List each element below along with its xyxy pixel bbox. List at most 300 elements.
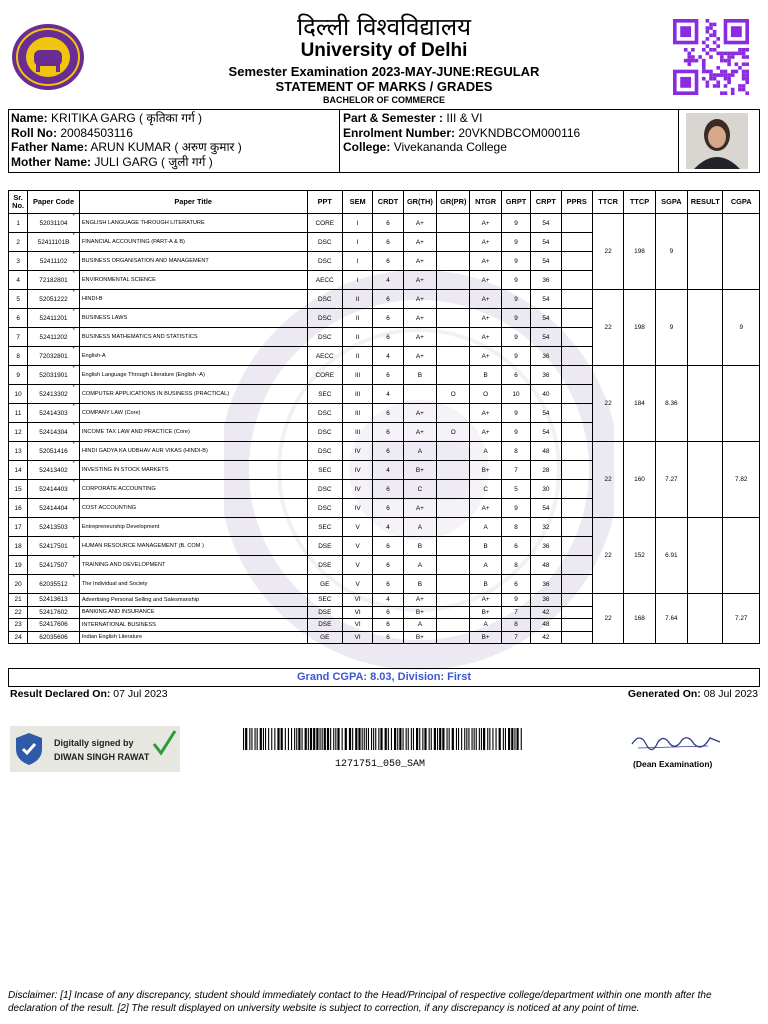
cell-ppt: DSC <box>307 328 342 347</box>
cell-ppt: DSC <box>307 499 342 518</box>
college-name: Vivekananda College <box>393 140 507 154</box>
cell-sem: III <box>342 404 372 423</box>
university-title-hindi: दिल्ली विश्वविद्यालय <box>296 13 472 41</box>
cell-sem: IV <box>342 442 372 461</box>
cell-paper-title: TRAINING AND DEVELOPMENT <box>79 556 307 575</box>
cell-grpr <box>437 347 470 366</box>
cell-sr: 14 <box>9 461 28 480</box>
cell-ppt: DSE <box>307 619 342 632</box>
cell-grth: A+ <box>403 328 436 347</box>
declared-date: 07 Jul 2023 <box>113 688 168 700</box>
cell-grth: A+ <box>403 423 436 442</box>
cell-grpr <box>437 631 470 644</box>
cell-grpt: 9 <box>501 328 530 347</box>
cell-sr: 13 <box>9 442 28 461</box>
cell-pprs <box>561 575 592 594</box>
cell-sem: II <box>342 328 372 347</box>
paper-code: 52413402 <box>39 466 68 474</box>
paper-code: 52417507 <box>39 561 68 569</box>
cell-pprs <box>561 290 592 309</box>
cell-sr: 16 <box>9 499 28 518</box>
cell-paper-code <box>28 385 80 404</box>
cell-paper-title: CORPORATE ACCOUNTING <box>79 480 307 499</box>
cell-sr: 15 <box>9 480 28 499</box>
cell-paper-title: BANKING AND INSURANCE <box>79 606 307 619</box>
generated-date: 08 Jul 2023 <box>703 688 758 700</box>
cell-grth: A+ <box>403 233 436 252</box>
table-row <box>9 214 760 233</box>
cell-ppt: DSC <box>307 252 342 271</box>
cell-sem-ttcp: 184 <box>624 366 655 442</box>
paper-code: 72032801 <box>39 352 68 360</box>
cell-pprs <box>561 328 592 347</box>
cell-sem-sgpa: 9 <box>655 214 687 290</box>
cell-grpr <box>437 252 470 271</box>
cell-sem-cgpa: 9 <box>723 290 760 366</box>
cell-paper-code <box>28 366 80 385</box>
cell-sem: I <box>342 214 372 233</box>
cell-crpt: 48 <box>531 442 561 461</box>
col-pprs: PPRS <box>561 191 592 214</box>
asterisk-icon: * <box>72 233 75 239</box>
cell-crpt: 54 <box>531 233 561 252</box>
cell-grth: B+ <box>403 606 436 619</box>
cell-grpr: O <box>437 423 470 442</box>
cell-ntgr: A+ <box>470 594 501 607</box>
cell-ntgr: A+ <box>470 271 501 290</box>
paper-code: 52414303 <box>39 409 68 417</box>
cell-pprs <box>561 309 592 328</box>
dean-label: (Dean Examination) <box>633 759 713 769</box>
asterisk-icon: * <box>72 366 75 372</box>
cell-crpt: 54 <box>531 290 561 309</box>
cell-crdt: 4 <box>373 461 403 480</box>
cell-sem: V <box>342 537 372 556</box>
paper-code: 52414304 <box>39 428 68 436</box>
col-ntgr: NTGR <box>470 191 501 214</box>
cell-grth: A+ <box>403 594 436 607</box>
cell-crdt: 4 <box>373 385 403 404</box>
cell-grpt: 9 <box>501 347 530 366</box>
cell-paper-code <box>28 518 80 537</box>
cell-sem-ttcr: 22 <box>592 290 623 366</box>
asterisk-icon: * <box>72 385 75 391</box>
cell-crdt: 6 <box>373 366 403 385</box>
cell-grpt: 10 <box>501 385 530 404</box>
cell-sem: I <box>342 252 372 271</box>
asterisk-icon: * <box>72 537 75 543</box>
cell-grth: B <box>403 575 436 594</box>
cell-sem-sgpa: 6.91 <box>655 518 687 594</box>
cell-grpr <box>437 290 470 309</box>
mother-row: Mother Name: JULI GARG ( जुली गर्ग ) <box>11 154 213 169</box>
paper-code: 52417606 <box>39 621 68 629</box>
cell-crdt: 4 <box>373 271 403 290</box>
cell-ntgr: A+ <box>470 252 501 271</box>
cell-ppt: DSC <box>307 309 342 328</box>
cell-paper-code <box>28 252 80 271</box>
cell-sem: II <box>342 290 372 309</box>
paper-code: 52031104 <box>39 219 68 227</box>
cell-crpt: 54 <box>531 499 561 518</box>
cell-ntgr: B+ <box>470 461 501 480</box>
cell-sem-cgpa <box>723 214 760 290</box>
cell-grth: A+ <box>403 309 436 328</box>
asterisk-icon: * <box>72 290 75 296</box>
cell-grpr <box>437 404 470 423</box>
cell-grpt: 6 <box>501 537 530 556</box>
cell-grth: A+ <box>403 271 436 290</box>
cell-crpt: 40 <box>531 385 561 404</box>
cell-crpt: 36 <box>531 575 561 594</box>
asterisk-icon: * <box>72 252 75 258</box>
cell-sem-ttcp: 198 <box>624 214 655 290</box>
cell-sem: III <box>342 366 372 385</box>
asterisk-icon: * <box>72 499 75 505</box>
photo-divider <box>678 110 679 172</box>
cell-ntgr: A <box>470 619 501 632</box>
cell-crdt: 6 <box>373 619 403 632</box>
cell-ntgr: A <box>470 518 501 537</box>
cell-paper-code <box>28 461 80 480</box>
cell-sem-ttcp: 198 <box>624 290 655 366</box>
father-name: ARUN KUMAR ( अरुण कुमार ) <box>90 140 242 154</box>
col-cgpa: CGPA <box>723 191 760 214</box>
paper-code: 52413503 <box>39 523 68 531</box>
cell-pprs <box>561 619 592 632</box>
cell-paper-code <box>28 619 80 632</box>
col-sgpa: SGPA <box>655 191 687 214</box>
cell-ntgr: B <box>470 575 501 594</box>
table-row <box>9 594 760 607</box>
cell-crpt: 36 <box>531 366 561 385</box>
cell-paper-title: INCOME TAX LAW AND PRACTICE (Core) <box>79 423 307 442</box>
cell-grth: A+ <box>403 252 436 271</box>
cell-sem-ttcp: 152 <box>624 518 655 594</box>
college-row: College: Vivekananda College <box>343 140 507 154</box>
cell-grpt: 6 <box>501 575 530 594</box>
dean-signature <box>628 730 724 754</box>
cell-sem-cgpa: 7.82 <box>723 442 760 518</box>
cell-sr: 9 <box>9 366 28 385</box>
cell-crdt: 6 <box>373 606 403 619</box>
cell-crpt: 48 <box>531 556 561 575</box>
cell-paper-title: The Individual and Society <box>79 575 307 594</box>
cell-crpt: 36 <box>531 271 561 290</box>
asterisk-icon: * <box>72 328 75 334</box>
part-row: Part & Semester : III & VI <box>343 111 483 125</box>
qr-code <box>671 19 751 95</box>
cell-ppt: DSE <box>307 556 342 575</box>
paper-code: 52051222 <box>39 295 68 303</box>
cell-sem-ttcp: 160 <box>624 442 655 518</box>
course-name: BACHELOR OF COMMERCE <box>323 95 445 105</box>
cell-sem-ttcr: 22 <box>592 214 623 290</box>
cell-sem: VI <box>342 594 372 607</box>
cell-sr: 21 <box>9 594 28 607</box>
paper-code: 52031901 <box>39 371 68 379</box>
col-crpt: CRPT <box>531 191 561 214</box>
cell-grpr <box>437 606 470 619</box>
cell-sem: II <box>342 347 372 366</box>
cell-grth: A <box>403 556 436 575</box>
cell-grpt: 8 <box>501 619 530 632</box>
cell-ntgr: B <box>470 537 501 556</box>
cell-ppt: DSC <box>307 233 342 252</box>
cell-crpt: 42 <box>531 606 561 619</box>
cell-paper-title: Advertising Personal Selling and Salesmanship <box>79 594 307 607</box>
paper-code: 72182801 <box>39 276 68 284</box>
marks-table <box>8 190 760 644</box>
cell-ntgr: B <box>470 366 501 385</box>
cell-ppt: SEC <box>307 461 342 480</box>
cell-grpt: 9 <box>501 252 530 271</box>
cell-sem-result <box>688 594 723 644</box>
cell-crdt: 4 <box>373 518 403 537</box>
cell-sr: 23 <box>9 619 28 632</box>
cell-grpr <box>437 594 470 607</box>
roll-number: 20084503116 <box>60 125 133 140</box>
student-name-row: Name: KRITIKA GARG ( कृतिका गर्ग ) <box>11 111 203 125</box>
table-row <box>9 290 760 309</box>
cell-paper-title: Entrepreneurship Development <box>79 518 307 537</box>
digital-sign-line2: DIWAN SINGH RAWAT <box>54 752 150 762</box>
asterisk-icon: * <box>72 404 75 410</box>
cell-crpt: 54 <box>531 214 561 233</box>
checkmark-icon <box>151 729 177 757</box>
asterisk-icon: * <box>72 271 75 277</box>
col-crdt: CRDT <box>373 191 403 214</box>
cell-crdt: 6 <box>373 631 403 644</box>
cell-pprs <box>561 480 592 499</box>
cell-sem-cgpa: 7.27 <box>723 594 760 644</box>
enrolment-number: 20VKNDBCOM000116 <box>458 125 581 140</box>
exam-title: Semester Examination 2023-MAY-JUNE:REGULAR <box>228 64 540 79</box>
cell-paper-code <box>28 594 80 607</box>
table-header-row <box>9 191 760 214</box>
table-row <box>9 366 760 385</box>
cell-ntgr: B+ <box>470 606 501 619</box>
cell-paper-title: COMPUTER APPLICATIONS IN BUSINESS (PRACTICAL) <box>79 385 307 404</box>
cell-grpr <box>437 328 470 347</box>
cell-pprs <box>561 252 592 271</box>
cell-sem-ttcp: 168 <box>624 594 655 644</box>
cell-paper-title: HINDI GADYA KA UDBHAV AUR VIKAS (HINDI-B) <box>79 442 307 461</box>
cell-sr: 11 <box>9 404 28 423</box>
cell-ppt: GE <box>307 575 342 594</box>
paper-code: 52413613 <box>39 596 68 604</box>
cell-paper-title: INTERNATIONAL BUSINESS <box>79 619 307 632</box>
cell-ppt: DSC <box>307 404 342 423</box>
cell-grpt: 9 <box>501 404 530 423</box>
asterisk-icon: * <box>72 575 75 581</box>
cell-paper-title: HINDI-B <box>79 290 307 309</box>
cell-sr: 4 <box>9 271 28 290</box>
cell-crpt: 36 <box>531 537 561 556</box>
cell-grpr <box>437 518 470 537</box>
cell-sem: IV <box>342 499 372 518</box>
cell-crdt: 6 <box>373 480 403 499</box>
cell-sr: 20 <box>9 575 28 594</box>
cell-grth: A+ <box>403 290 436 309</box>
cell-paper-code <box>28 214 80 233</box>
cell-paper-title: COST ACCOUNTING <box>79 499 307 518</box>
cell-crpt: 28 <box>531 461 561 480</box>
cell-pprs <box>561 442 592 461</box>
cell-paper-code <box>28 347 80 366</box>
cell-sr: 22 <box>9 606 28 619</box>
cell-grth <box>403 385 436 404</box>
cell-ppt: DSC <box>307 442 342 461</box>
cell-ppt: DSC <box>307 423 342 442</box>
university-title: University of Delhi <box>300 40 468 61</box>
cell-grpt: 9 <box>501 309 530 328</box>
cell-ppt: GE <box>307 631 342 644</box>
cell-crpt: 36 <box>531 347 561 366</box>
cell-grth: A+ <box>403 499 436 518</box>
cell-sr: 6 <box>9 309 28 328</box>
cell-grpr <box>437 537 470 556</box>
student-info-box <box>8 109 760 173</box>
cell-crdt: 6 <box>373 290 403 309</box>
cell-grpt: 6 <box>501 366 530 385</box>
col-result: RESULT <box>688 191 723 214</box>
cell-sem-result <box>688 518 723 594</box>
cell-paper-code <box>28 328 80 347</box>
cell-grpr <box>437 366 470 385</box>
cell-crpt: 54 <box>531 423 561 442</box>
cell-pprs <box>561 271 592 290</box>
paper-code: 52411201 <box>39 314 68 322</box>
asterisk-icon: * <box>72 442 75 448</box>
student-photo <box>686 113 748 169</box>
cell-grpr <box>437 309 470 328</box>
digital-signature-badge <box>10 726 180 772</box>
cell-grpt: 9 <box>501 214 530 233</box>
cell-grpt: 9 <box>501 290 530 309</box>
cell-crdt: 6 <box>373 233 403 252</box>
cell-ppt: AECC <box>307 347 342 366</box>
cell-pprs <box>561 631 592 644</box>
cell-grth: B <box>403 366 436 385</box>
col-grth: GR(TH) <box>403 191 436 214</box>
table-row <box>9 518 760 537</box>
cell-paper-code <box>28 290 80 309</box>
cell-sem-cgpa <box>723 366 760 442</box>
cell-crdt: 6 <box>373 575 403 594</box>
cell-ntgr: A+ <box>470 214 501 233</box>
cell-paper-code <box>28 271 80 290</box>
cell-crpt: 32 <box>531 518 561 537</box>
cell-grth: C <box>403 480 436 499</box>
cell-sem-ttcr: 22 <box>592 442 623 518</box>
cell-pprs <box>561 594 592 607</box>
paper-code: 62035512 <box>39 580 68 588</box>
cell-grpt: 8 <box>501 442 530 461</box>
cell-ppt: DSC <box>307 480 342 499</box>
cell-sr: 3 <box>9 252 28 271</box>
cell-grth: A+ <box>403 214 436 233</box>
cell-sem-ttcr: 22 <box>592 594 623 644</box>
cell-grpt: 9 <box>501 594 530 607</box>
cell-ntgr: A+ <box>470 423 501 442</box>
cell-grth: A <box>403 518 436 537</box>
cell-ntgr: A+ <box>470 499 501 518</box>
cell-sem-result <box>688 290 723 366</box>
cell-grpt: 8 <box>501 518 530 537</box>
asterisk-icon: * <box>72 461 75 467</box>
cell-sr: 8 <box>9 347 28 366</box>
cell-paper-code <box>28 442 80 461</box>
cell-paper-code <box>28 404 80 423</box>
cell-paper-code <box>28 606 80 619</box>
cell-sem-sgpa: 9 <box>655 290 687 366</box>
cell-grpr <box>437 575 470 594</box>
asterisk-icon: * <box>72 518 75 524</box>
cell-grpr <box>437 461 470 480</box>
cell-paper-title: ENGLISH LANGUAGE THROUGH LITERATURE <box>79 214 307 233</box>
cell-ppt: CORE <box>307 366 342 385</box>
cell-sem: IV <box>342 461 372 480</box>
cell-sr: 10 <box>9 385 28 404</box>
cell-pprs <box>561 214 592 233</box>
cell-ntgr: A <box>470 442 501 461</box>
info-divider <box>339 110 340 172</box>
cell-paper-title: English Language Through Literature (English -A) <box>79 366 307 385</box>
cell-grpr <box>437 233 470 252</box>
table-row <box>9 442 760 461</box>
paper-code: 52417602 <box>39 608 68 616</box>
cell-sem-sgpa: 7.27 <box>655 442 687 518</box>
cell-grpt: 7 <box>501 631 530 644</box>
cell-sem: IV <box>342 480 372 499</box>
cell-grth: A+ <box>403 404 436 423</box>
cell-crdt: 6 <box>373 214 403 233</box>
cell-grth: A <box>403 442 436 461</box>
cell-grpt: 7 <box>501 461 530 480</box>
barcode <box>243 728 523 750</box>
cell-crpt: 54 <box>531 252 561 271</box>
cell-crdt: 4 <box>373 594 403 607</box>
cell-ntgr: A+ <box>470 233 501 252</box>
cell-grpr <box>437 556 470 575</box>
cell-paper-code <box>28 556 80 575</box>
cell-pprs <box>561 537 592 556</box>
cell-sem: I <box>342 271 372 290</box>
asterisk-icon: * <box>72 214 75 220</box>
cell-paper-code <box>28 423 80 442</box>
cell-paper-code <box>28 233 80 252</box>
cell-ntgr: O <box>470 385 501 404</box>
cell-sr: 7 <box>9 328 28 347</box>
cell-sem: VI <box>342 631 372 644</box>
col-sem: SEM <box>342 191 372 214</box>
cell-paper-code <box>28 537 80 556</box>
cell-crpt: 42 <box>531 631 561 644</box>
statement-title: STATEMENT OF MARKS / GRADES <box>275 79 493 94</box>
paper-code: 52051416 <box>39 447 68 455</box>
cell-ppt: DSC <box>307 290 342 309</box>
cell-pprs <box>561 556 592 575</box>
cell-paper-title: English-A <box>79 347 307 366</box>
paper-code: 52417501 <box>39 542 68 550</box>
cell-grpr <box>437 442 470 461</box>
cell-sem-ttcr: 22 <box>592 366 623 442</box>
cell-crpt: 54 <box>531 404 561 423</box>
cell-sem: VI <box>342 619 372 632</box>
cell-paper-title: COMPANY LAW (Core) <box>79 404 307 423</box>
col-ttcr: TTCR <box>592 191 623 214</box>
